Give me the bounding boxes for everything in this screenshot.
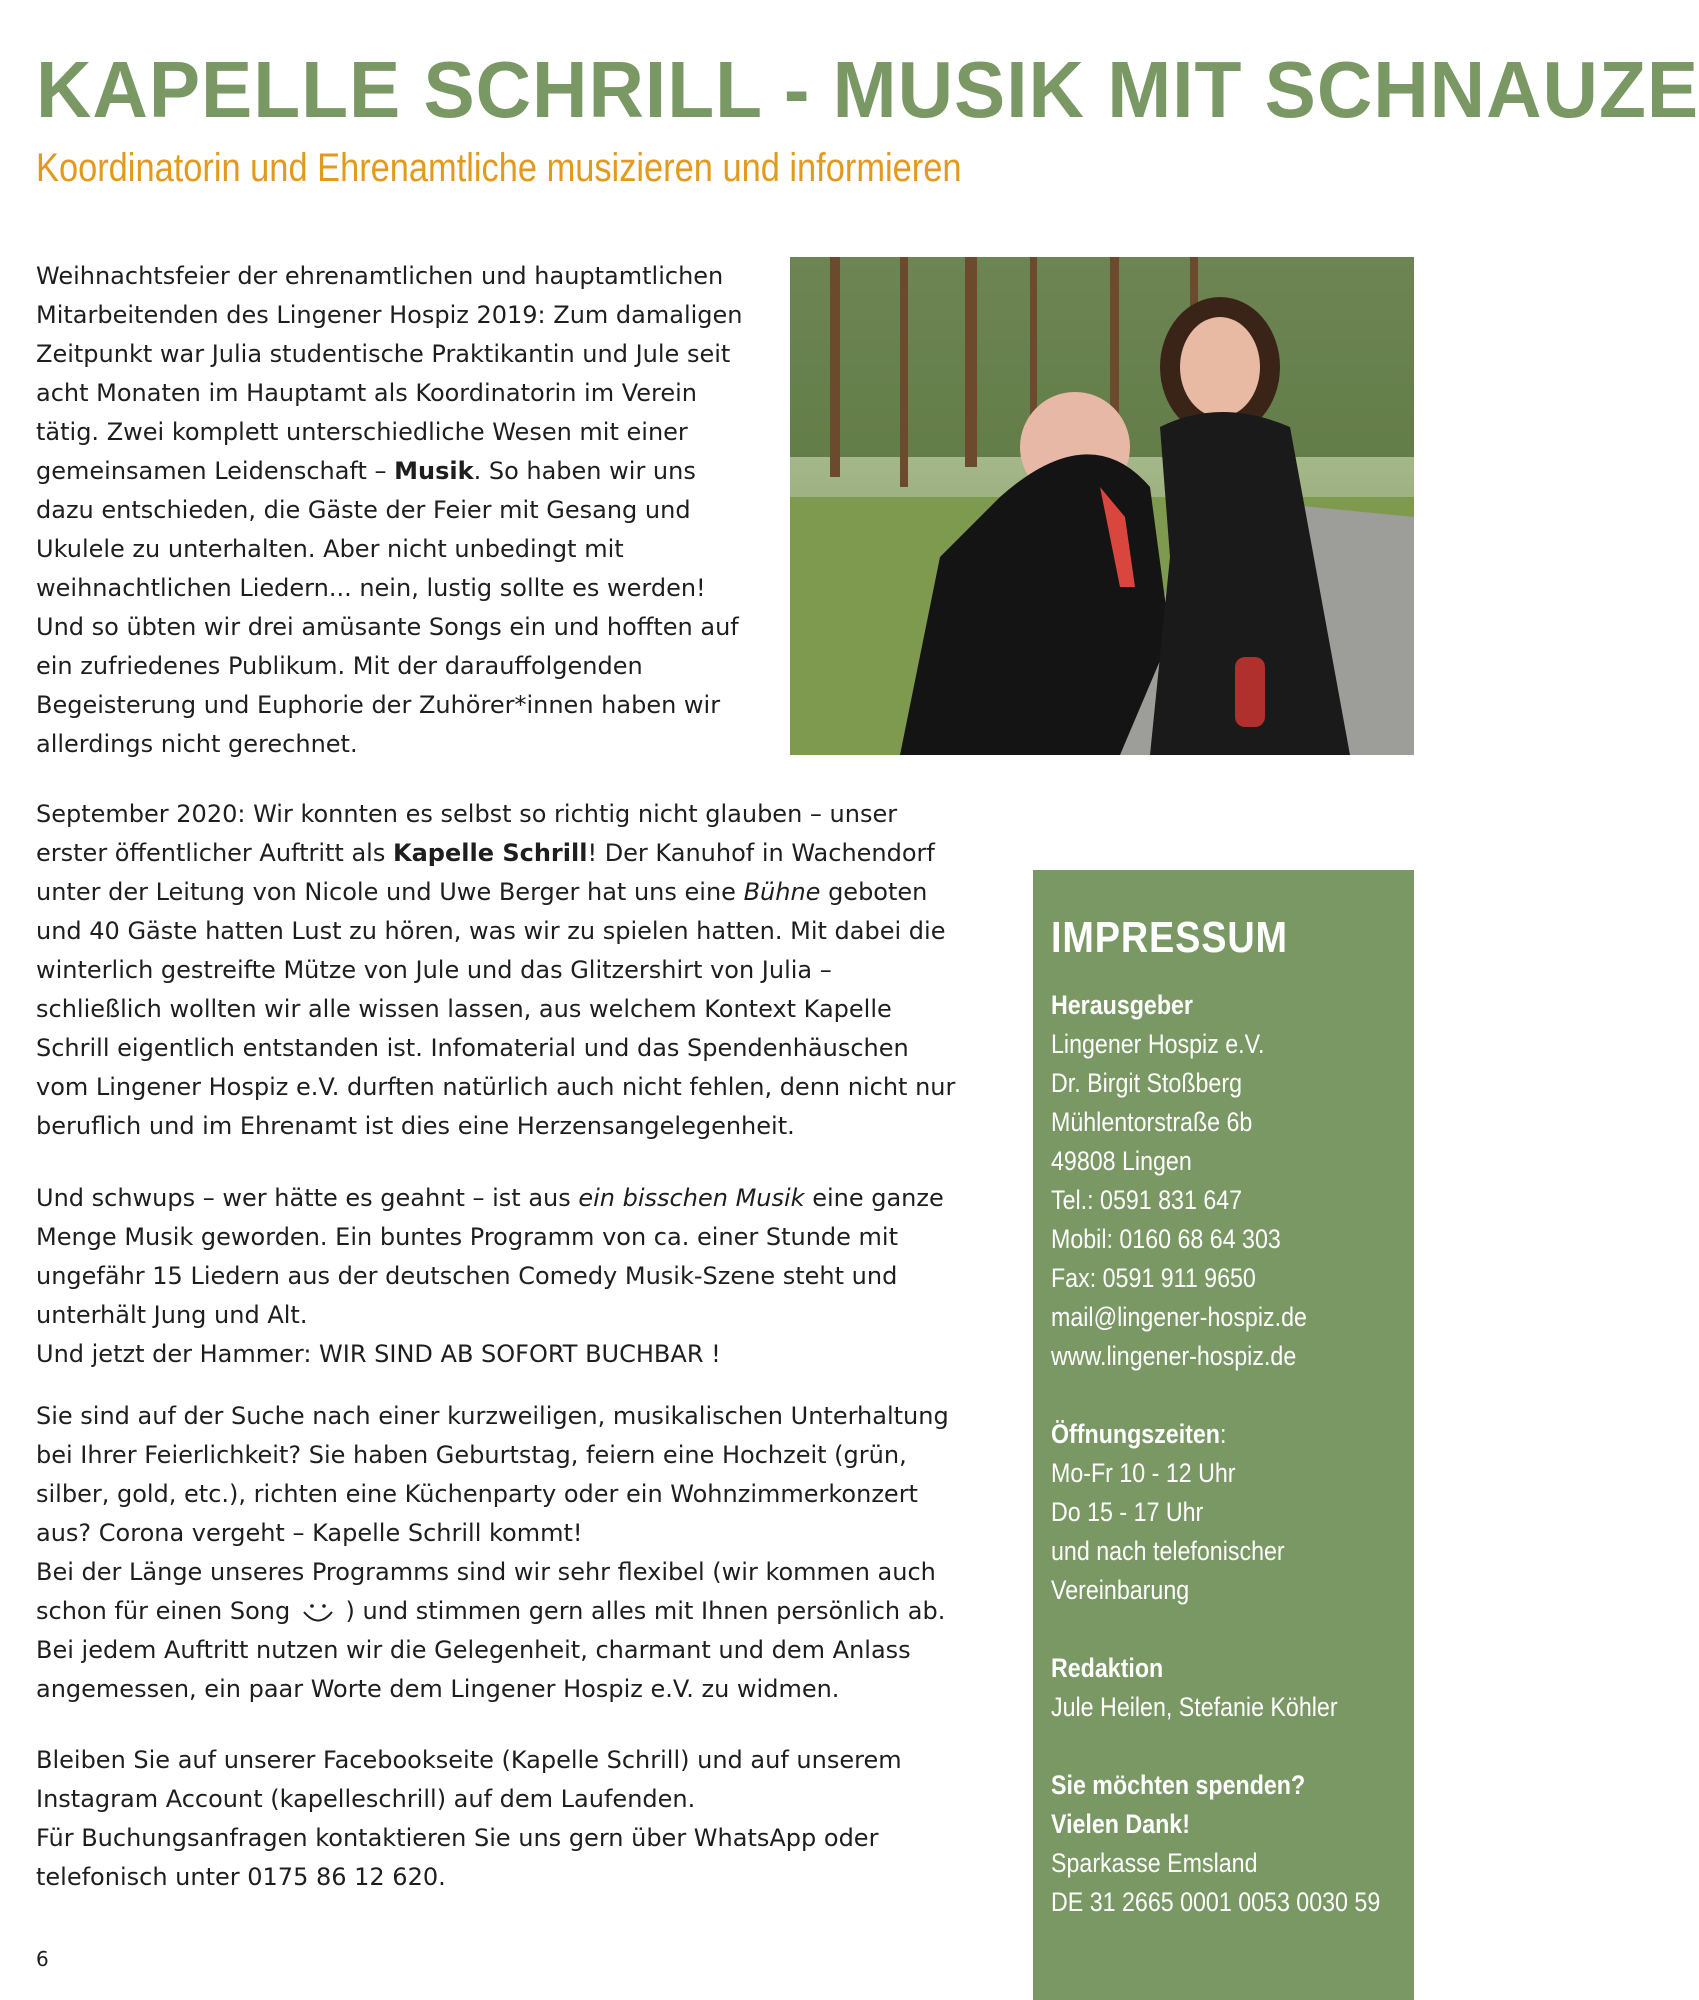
text-run: . So haben wir uns [473,457,696,485]
hours-line: Do 15 - 17 Uhr [1051,1497,1204,1527]
text-line: Schrill eigentlich entstanden ist. Infomaterial und das Spendenhäuschen [36,1034,909,1062]
spacer [1051,1727,1411,1766]
text-line [36,834,955,873]
text-line: schließlich wollten wir alle wissen lassen, aus welchem Kontext Kapelle [36,995,892,1023]
text-line: Bei jedem Auftritt nutzen wir die Gelegenheit, charmant und dem Anlass [36,1636,911,1664]
text-line: Und jetzt der Hammer: WIR SIND AB SOFORT BUCHBAR ! [36,1340,721,1368]
fax-number: Fax: 0591 911 9650 [1051,1263,1256,1293]
publisher-name: Lingener Hospiz e.V. [1051,1029,1265,1059]
publisher-heading: Herausgeber [1051,990,1193,1020]
hours-line: und nach telefonischer [1051,1536,1285,1566]
emphasis-ein-bisschen-musik: ein bisschen Musik [578,1184,805,1212]
emphasis-kapelle-schrill: Kapelle Schrill [392,839,588,867]
text-line: und 40 Gäste hatten Lust zu hören, was wir zu spielen hatten. Mit dabei die [36,917,946,945]
text-line: acht Monaten im Hauptamt als Koordinatorin im Verein [36,379,698,407]
text-line: ein zufriedenes Publikum. Mit der darauffolgenden [36,652,643,680]
text-line: Für Buchungsanfragen kontaktieren Sie uns gern über WhatsApp oder [36,1824,879,1852]
text-line: winterlich gestreifte Mütze von Jule und das Glitzershirt von Julia – [36,956,832,984]
hours-heading: Öffnungszeiten [1051,1419,1220,1449]
donate-heading: Sie möchten spenden? [1051,1770,1306,1800]
text-run: ! Der Kanuhof in Wachendorf [587,839,935,867]
text-line: silber, gold, etc.), richten eine Küchenparty oder ein Wohnzimmerkonzert [36,1480,918,1508]
text-line [36,1592,949,1631]
hours-heading-row [1051,1415,1361,1454]
text-line: tätig. Zwei komplett unterschiedliche Wesen mit einer [36,418,688,446]
text-line: vom Lingener Hospiz e.V. durften natürlich auch nicht fehlen, denn nicht nur [36,1073,956,1101]
website-address: www.lingener-hospiz.de [1051,1341,1297,1371]
donate-thanks: Vielen Dank! [1051,1809,1190,1839]
text-run: ) und stimmen gern alles mit Ihnen persönlich ab. [337,1597,946,1625]
article-paragraph-4 [36,1397,949,1709]
text-line: Mitarbeitenden des Lingener Hospiz 2019: Zum damaligen [36,301,743,329]
band-photo [790,257,1414,755]
text-run: geboten [820,878,928,906]
emphasis-musik: Musik [394,457,474,485]
text-line: Instagram Account (kapelleschrill) auf dem Laufenden. [36,1785,696,1813]
text-line: dazu entschieden, die Gäste der Feier mit Gesang und [36,496,691,524]
hours-line: Vereinbarung [1051,1575,1190,1605]
text-line: Zeitpunkt war Julia studentische Praktikantin und Jule seit [36,340,731,368]
text-line [36,873,955,912]
page-title: KAPELLE SCHRILL - MUSIK MIT SCHNAUZE [36,45,1699,134]
spacer [1051,1610,1411,1649]
email-address: mail@lingener-hospiz.de [1051,1302,1307,1332]
text-run: gemeinsamen Leidenschaft – [36,457,395,485]
text-line: telefonisch unter 0175 86 12 620. [36,1863,446,1891]
text-line: Ukulele zu unterhalten. Aber nicht unbedingt mit [36,535,624,563]
article-paragraph-1 [36,257,743,764]
text-run: unter der Leitung von Nicole und Uwe Berger hat uns eine [36,878,744,906]
text-line: Bleiben Sie auf unserer Facebookseite (Kapelle Schrill) und auf unserem [36,1746,902,1774]
publisher-city: 49808 Lingen [1051,1146,1192,1176]
text-run: erster öffentlicher Auftritt als [36,839,393,867]
impressum-title: IMPRESSUM [1051,913,1288,962]
page-number: 6 [36,1947,49,1971]
hours-line: Mo-Fr 10 - 12 Uhr [1051,1458,1236,1488]
hours-heading-colon: : [1219,1419,1227,1449]
text-line: Begeisterung und Euphorie der Zuhörer*innen haben wir [36,691,721,719]
editors-names: Jule Heilen, Stefanie Köhler [1051,1692,1338,1722]
editors-heading: Redaktion [1051,1653,1164,1683]
text-line: September 2020: Wir konnten es selbst so richtig nicht glauben – unser [36,800,898,828]
smiley-icon [298,1597,338,1627]
publisher-street: Mühlentorstraße 6b [1051,1107,1253,1137]
text-line [36,452,743,491]
text-line: unterhält Jung und Alt. [36,1301,308,1329]
text-line: Und so übten wir drei amüsante Songs ein und hofften auf [36,613,739,641]
text-line: ungefähr 15 Liedern aus der deutschen Comedy Musik-Szene steht und [36,1262,898,1290]
text-line: Menge Musik geworden. Ein buntes Programm von ca. einer Stunde mit [36,1223,899,1251]
text-line: allerdings nicht gerechnet. [36,730,358,758]
text-line: Weihnachtsfeier der ehrenamtlichen und hauptamtlichen [36,262,724,290]
spacer [1051,1376,1411,1415]
text-line: beruflich und im Ehrenamt ist dies eine Herzensangelegenheit. [36,1112,795,1140]
text-line: Sie sind auf der Suche nach einer kurzweiligen, musikalischen Unterhaltung [36,1402,949,1430]
article-paragraph-5 [36,1741,902,1897]
page-subtitle: Koordinatorin und Ehrenamtliche musizieren und informieren [36,146,962,190]
text-line [36,1179,944,1218]
text-line: weihnachtlichen Liedern... nein, lustig sollte es werden! [36,574,706,602]
mobile-number: Mobil: 0160 68 64 303 [1051,1224,1281,1254]
emphasis-buehne: Bühne [743,878,821,906]
text-line: Bei der Länge unseres Programms sind wir sehr flexibel (wir kommen auch [36,1558,936,1586]
article-paragraph-3 [36,1179,944,1374]
text-line: angemessen, ein paar Worte dem Lingener Hospiz e.V. zu widmen. [36,1675,840,1703]
bank-iban: DE 31 2665 0001 0053 0030 59 [1051,1887,1381,1917]
text-run: Und schwups – wer hätte es geahnt – ist aus [36,1184,579,1212]
phone-number: Tel.: 0591 831 647 [1051,1185,1243,1215]
publisher-person: Dr. Birgit Stoßberg [1051,1068,1242,1098]
text-line: aus? Corona vergeht – Kapelle Schrill kommt! [36,1519,583,1547]
text-run: schon für einen Song [36,1597,298,1625]
bank-name: Sparkasse Emsland [1051,1848,1258,1878]
text-run: eine ganze [804,1184,944,1212]
article-paragraph-2 [36,795,955,1146]
impressum-box [1033,870,1414,2000]
text-line: bei Ihrer Feierlichkeit? Sie haben Geburtstag, feiern eine Hochzeit (grün, [36,1441,907,1469]
